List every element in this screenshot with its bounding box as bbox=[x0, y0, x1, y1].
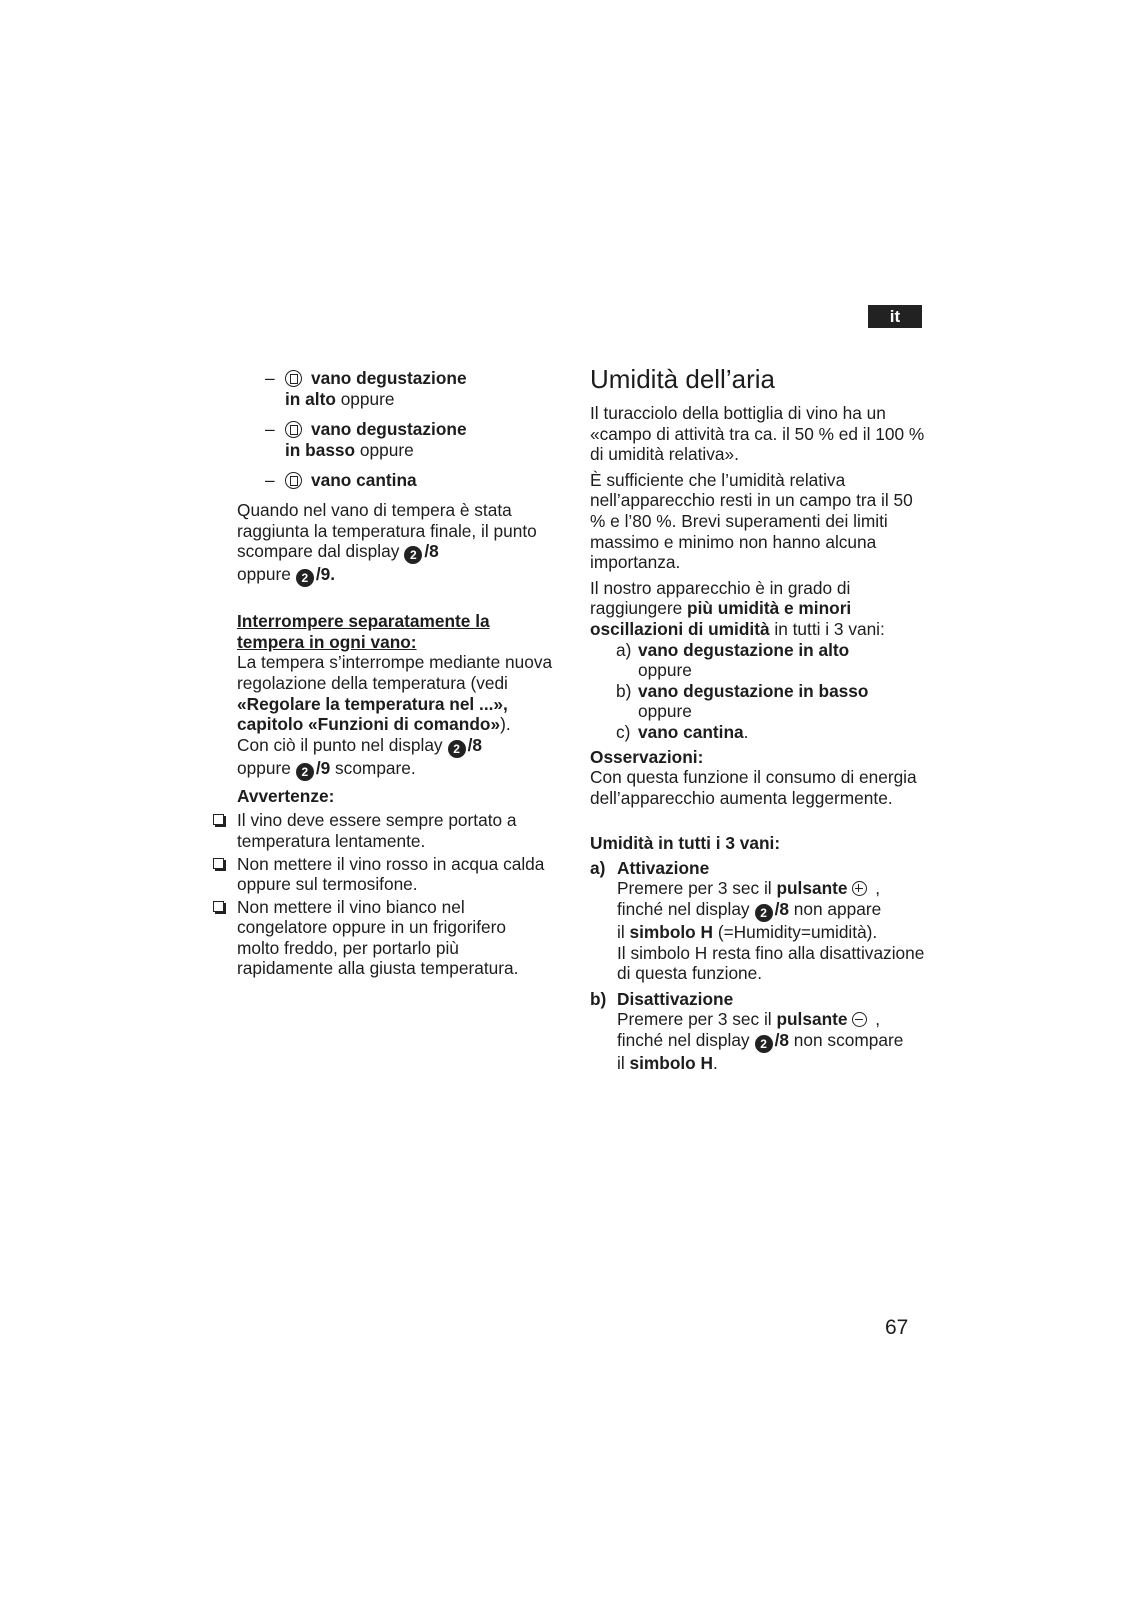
warning-bullet bbox=[213, 897, 553, 979]
text: Non mettere il vino bianco nel congelatore oppure in un frigorifero molto freddo, per portarlo più rapidamente alla giusta temperatura. bbox=[237, 896, 519, 979]
text: . bbox=[713, 1053, 718, 1074]
display-number-badge: 2 bbox=[296, 569, 314, 587]
text: Il vino deve essere sempre portato a temperatura lentamente. bbox=[237, 810, 517, 851]
display-number-badge: 2 bbox=[404, 546, 422, 564]
paragraph-final-temperature bbox=[213, 500, 553, 587]
text: oppure bbox=[237, 564, 291, 585]
text: . bbox=[743, 721, 749, 742]
text: /8 bbox=[424, 541, 439, 562]
item-label: vano cantina bbox=[311, 470, 417, 491]
subsection-title bbox=[590, 833, 930, 854]
text: /9. bbox=[315, 564, 336, 585]
item-suffix: oppure bbox=[355, 439, 414, 460]
warning-bullet bbox=[213, 810, 553, 851]
text: simbolo H bbox=[629, 1053, 714, 1074]
list-item bbox=[590, 722, 930, 743]
paragraph-display-dot bbox=[213, 735, 553, 781]
text: Umidità in tutti i 3 vani: bbox=[590, 833, 781, 854]
text: La tempera s’interrompe mediante nuova regolazione della temperatura (vedi bbox=[237, 652, 553, 693]
text: Premere per 3 sec il bbox=[617, 1009, 777, 1030]
checkbox-bullet-icon bbox=[213, 901, 224, 912]
paragraph-appliance bbox=[590, 578, 930, 640]
list-item-suffix: oppure bbox=[638, 660, 692, 681]
lower-tasting-compartment-icon bbox=[285, 421, 302, 438]
list-item bbox=[590, 681, 930, 702]
section-heading-interrupt: Interrompere separatamente la tempera in ogni vano: bbox=[237, 611, 490, 652]
item-label: vano degustazione bbox=[311, 368, 467, 388]
text: /8 bbox=[774, 1030, 789, 1051]
compartment-item-upper bbox=[213, 368, 553, 409]
upper-tasting-compartment-icon bbox=[285, 370, 302, 387]
compartment-item-lower bbox=[213, 419, 553, 460]
text: scompare. bbox=[330, 757, 416, 778]
text: in tutti i 3 vani: bbox=[769, 618, 885, 639]
paragraph-humidity-range: È sufficiente che l’umidità relativa nell’apparecchio resti in un campo tra il 50 % e l’80 %. Brevi superamenti dei limiti massimo e minimo non hanno alcuna importanza. bbox=[590, 469, 913, 573]
item-label: vano degustazione bbox=[311, 419, 467, 440]
text: vano cantina bbox=[638, 721, 744, 742]
text: Avvertenze: bbox=[237, 785, 335, 806]
plus-button-icon bbox=[852, 881, 867, 896]
text: il bbox=[617, 922, 630, 943]
deactivation-block bbox=[590, 989, 930, 1074]
page-number: 67 bbox=[885, 1316, 909, 1339]
compartment-item-cellar bbox=[213, 470, 553, 491]
text: finché nel display bbox=[617, 899, 750, 920]
list-marker: b) bbox=[590, 988, 607, 1009]
list-marker: c) bbox=[616, 721, 631, 742]
text: simbolo H bbox=[629, 922, 714, 943]
item-label-2: in alto bbox=[285, 388, 336, 409]
text: pulsante bbox=[776, 1009, 848, 1030]
paragraph-cork: Il turacciolo della bottiglia di vino ha un «campo di attività tra ca. il 50 % ed il 100 % di umidità relativa». bbox=[590, 403, 925, 465]
text: Il simbolo H resta fino alla disattivazione di questa funzione. bbox=[617, 942, 925, 984]
text: più umidità e minori oscillazioni di umidità bbox=[590, 598, 852, 639]
dash-marker: – bbox=[265, 368, 275, 388]
text: , bbox=[870, 1009, 881, 1030]
dash-marker: – bbox=[265, 419, 275, 440]
text: ). bbox=[500, 714, 511, 735]
warning-bullet bbox=[213, 854, 553, 895]
text: Osservazioni: bbox=[590, 746, 704, 767]
text: Premere per 3 sec il bbox=[617, 878, 777, 899]
list-marker: a) bbox=[590, 857, 606, 878]
minus-button-icon bbox=[852, 1012, 867, 1027]
activation-block bbox=[590, 858, 930, 984]
checkbox-bullet-icon bbox=[213, 858, 224, 869]
list-item-suffix: oppure bbox=[638, 701, 692, 722]
list-marker: a) bbox=[616, 639, 632, 660]
text: finché nel display bbox=[617, 1030, 750, 1051]
text: non scompare bbox=[789, 1030, 904, 1051]
text: Disattivazione bbox=[617, 988, 734, 1009]
text: non appare bbox=[789, 899, 882, 920]
item-suffix: oppure bbox=[335, 388, 395, 409]
text: Il nostro apparecchio è in grado di raggiungere bbox=[590, 577, 851, 619]
display-number-badge: 2 bbox=[755, 904, 773, 922]
checkbox-bullet-icon bbox=[213, 814, 224, 825]
paragraph-interrupt bbox=[213, 652, 553, 734]
text: Con ciò il punto nel display bbox=[237, 734, 443, 755]
text: /8 bbox=[467, 734, 482, 755]
text: Attivazione bbox=[617, 857, 710, 878]
display-number-badge: 2 bbox=[448, 740, 466, 758]
text: /9 bbox=[315, 757, 331, 778]
section-title: Umidità dell’aria bbox=[590, 364, 775, 394]
left-column bbox=[213, 368, 553, 981]
language-tab: it bbox=[868, 305, 922, 328]
display-number-badge: 2 bbox=[755, 1035, 773, 1053]
text: Quando nel vano di tempera è stata raggiunta la temperatura finale, il punto scompare dal display bbox=[237, 499, 537, 562]
text: pulsante bbox=[776, 878, 848, 899]
text: vano degustazione in basso bbox=[638, 680, 869, 701]
observations-title bbox=[590, 747, 930, 768]
text: il bbox=[617, 1053, 630, 1074]
text: (=Humidity=umidità). bbox=[713, 922, 878, 943]
text: /8 bbox=[774, 899, 789, 920]
text: , bbox=[870, 878, 881, 899]
right-column bbox=[590, 364, 930, 1074]
cellar-compartment-icon bbox=[285, 472, 302, 489]
observations-text: Con questa funzione il consumo di energia dell’apparecchio aumenta leggermente. bbox=[590, 767, 917, 808]
display-number-badge: 2 bbox=[296, 763, 314, 781]
text: vano degustazione in alto bbox=[638, 639, 850, 660]
list-item bbox=[590, 640, 930, 661]
list-marker: b) bbox=[616, 680, 632, 701]
warnings-title bbox=[213, 786, 553, 807]
text: oppure bbox=[237, 757, 291, 778]
dash-marker: – bbox=[265, 470, 275, 491]
text: «Regolare la temperatura nel ...», capitolo «Funzioni di comando» bbox=[237, 693, 508, 735]
item-label-2: in basso bbox=[285, 439, 356, 460]
text: Non mettere il vino rosso in acqua calda oppure sul termosifone. bbox=[237, 853, 545, 895]
